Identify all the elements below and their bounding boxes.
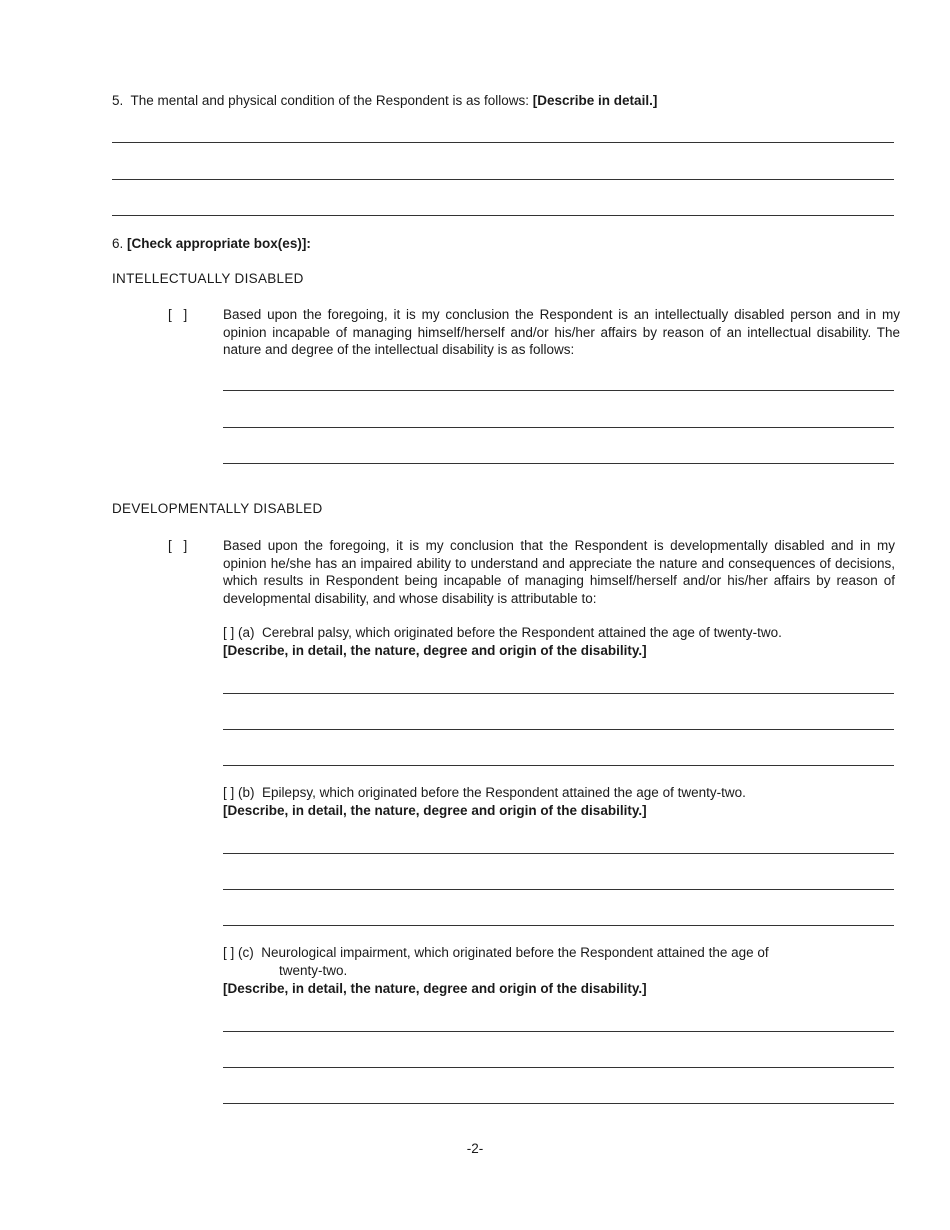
- answer-line[interactable]: [112, 179, 894, 180]
- option-b: [223, 785, 746, 800]
- option-a-checkbox[interactable]: [ ]: [223, 625, 235, 640]
- item-5: [112, 93, 902, 108]
- item-5-instruction: [Describe in detail.]: [532, 93, 658, 108]
- answer-line[interactable]: [223, 889, 894, 890]
- intellectual-heading: INTELLECTUALLY DISABLED: [112, 271, 304, 286]
- option-c-text-continued: twenty-two.: [279, 963, 348, 978]
- option-a-instruction-text: [Describe, in detail, the nature, degree and origin of the disability.]: [223, 643, 647, 658]
- option-a-instruction: [223, 643, 647, 658]
- page-number: -2-: [466, 1141, 484, 1156]
- intellectual-text: Based upon the foregoing, it is my conclusion the Respondent is an intellectually disabled person and in my opinion incapable of managing himself/herself and/or his/her affairs by reason of an intellectual disability. The nature and degree of the intellectual disability is as follows:: [223, 307, 900, 358]
- option-c-label: (c): [238, 945, 254, 960]
- answer-line[interactable]: [223, 1067, 894, 1068]
- item-6-instruction: [Check appropriate box(es)]:: [127, 236, 311, 251]
- item-5-text: The mental and physical condition of the Respondent is as follows:: [130, 93, 530, 108]
- answer-line[interactable]: [223, 765, 894, 766]
- option-c-instruction-text: [Describe, in detail, the nature, degree and origin of the disability.]: [223, 981, 647, 996]
- developmental-checkbox[interactable]: [ ]: [168, 538, 188, 553]
- developmental-text: Based upon the foregoing, it is my conclusion that the Respondent is developmentally disabled and in my opinion he/she has an impaired ability to understand and appreciate the nature and consequences of decisions, which results in Respondent being incapable of managing himself/herself and/or his/her affairs by reason of developmental disability, and whose disability is attributable to:: [223, 538, 895, 606]
- option-c-instruction: [223, 981, 647, 996]
- intellectual-checkbox[interactable]: [ ]: [168, 307, 188, 322]
- option-b-checkbox[interactable]: [ ]: [223, 785, 235, 800]
- answer-line[interactable]: [112, 142, 894, 143]
- item-6-number: 6.: [112, 236, 124, 251]
- answer-line[interactable]: [223, 463, 894, 464]
- option-c-checkbox[interactable]: [ ]: [223, 945, 235, 960]
- answer-line[interactable]: [223, 390, 894, 391]
- option-c: [223, 945, 769, 960]
- answer-line[interactable]: [223, 693, 894, 694]
- item-5-number: 5.: [112, 93, 124, 108]
- answer-line[interactable]: [223, 925, 894, 926]
- option-b-text: Epilepsy, which originated before the Respondent attained the age of twenty-two.: [262, 785, 746, 800]
- answer-line[interactable]: [223, 1103, 894, 1104]
- answer-line[interactable]: [223, 427, 894, 428]
- option-b-label: (b): [238, 785, 255, 800]
- developmental-heading: DEVELOPMENTALLY DISABLED: [112, 501, 323, 516]
- answer-line[interactable]: [223, 853, 894, 854]
- option-b-instruction: [223, 803, 647, 818]
- option-c-text: Neurological impairment, which originated before the Respondent attained the age of: [261, 945, 769, 960]
- option-a-label: (a): [238, 625, 255, 640]
- option-b-instruction-text: [Describe, in detail, the nature, degree and origin of the disability.]: [223, 803, 647, 818]
- answer-line[interactable]: [112, 215, 894, 216]
- option-a: [223, 625, 782, 640]
- item-6: [112, 236, 311, 251]
- option-a-text: Cerebral palsy, which originated before the Respondent attained the age of twenty-two.: [262, 625, 782, 640]
- answer-line[interactable]: [223, 729, 894, 730]
- answer-line[interactable]: [223, 1031, 894, 1032]
